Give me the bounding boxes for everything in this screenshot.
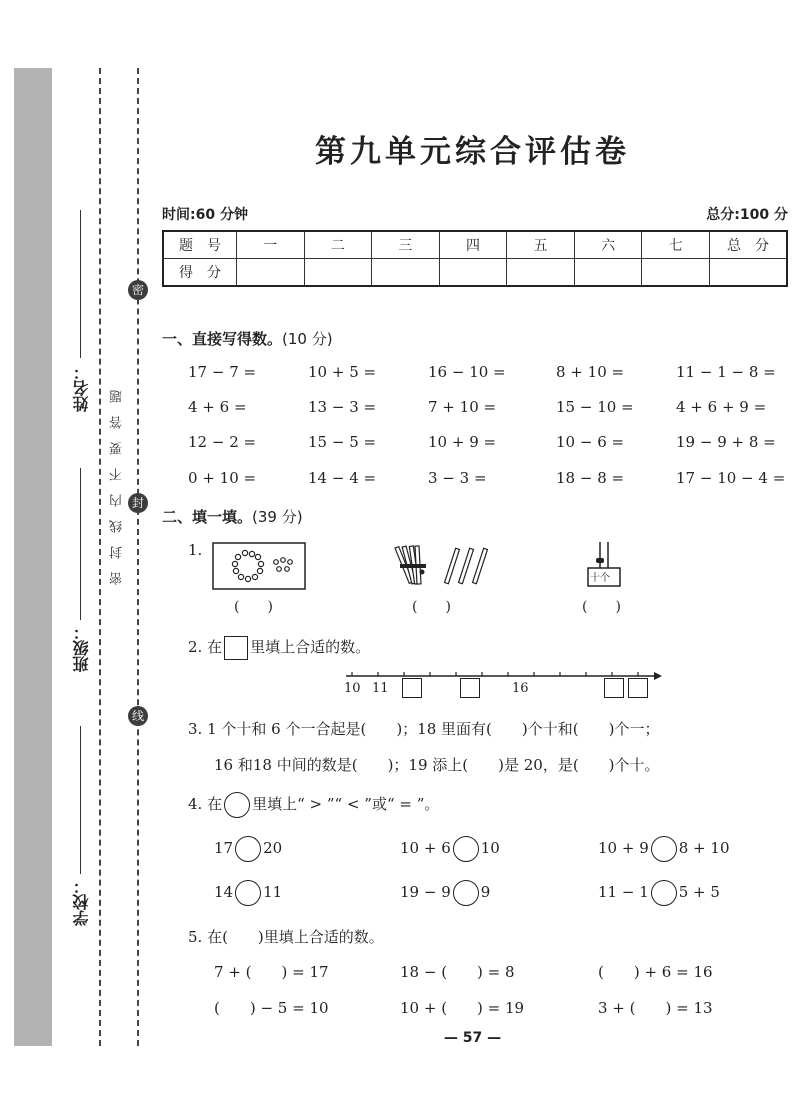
class-label: 班级： (72, 624, 91, 672)
equation: 7 + 10 = (428, 398, 497, 416)
number-line-label: 16 (512, 681, 529, 696)
score-header-cell: 五 (507, 231, 575, 259)
q4-suffix: 里填上“ > ”“ < ”或“ = ”。 (252, 795, 440, 813)
q3-line2: 16 和18 中间的数是( )；19 添上( )是 20，是( )个十。 (214, 756, 660, 774)
compare-left: 11 − 1 (598, 883, 649, 901)
score-header-cell: 七 (642, 231, 710, 259)
fill-equation: 10 + ( ) = 19 (400, 999, 525, 1017)
score-header-cell: 四 (439, 231, 507, 259)
number-line-answer-box[interactable] (604, 678, 624, 698)
score-cell[interactable] (710, 259, 788, 287)
number-line-label: 10 (344, 681, 361, 696)
score-header-cell: 三 (372, 231, 440, 259)
number-line-answer-box[interactable] (460, 678, 480, 698)
page-number: — 57 — (443, 1030, 502, 1046)
binding-strip (14, 68, 52, 1046)
score-cell[interactable] (574, 259, 642, 287)
time-info: 时间:60 分钟 (162, 207, 248, 223)
compare-answer-circle[interactable] (651, 836, 677, 862)
equation: 15 − 10 = (556, 398, 634, 416)
total-score-info: 总分:100 分 (706, 207, 788, 223)
score-header-cell: 六 (574, 231, 642, 259)
score-row-label: 得 分 (163, 259, 237, 287)
compare-right: 8 + 10 (678, 839, 730, 857)
section2-points: (39 分) (252, 508, 303, 526)
score-header-cell: 二 (304, 231, 372, 259)
seal-feng: 封 (128, 493, 148, 513)
equation: 17 − 10 − 4 = (676, 469, 786, 487)
equation: 13 − 3 = (308, 398, 377, 416)
score-cell[interactable] (439, 259, 507, 287)
q2-prefix: 2. 在 (188, 638, 223, 656)
school-label: 学校： (72, 878, 91, 926)
equation: 4 + 6 + 9 = (676, 398, 767, 416)
q5-instruction: 5. 在( )里填上合适的数。 (188, 928, 384, 946)
score-cell[interactable] (372, 259, 440, 287)
compare-left: 17 (214, 839, 234, 857)
q4-instruction (188, 792, 439, 818)
compare-item (214, 880, 282, 906)
compare-item (598, 880, 720, 906)
score-cell[interactable] (507, 259, 575, 287)
compare-left: 14 (214, 883, 234, 901)
fill-equation: 7 + ( ) = 17 (214, 963, 329, 981)
compare-item (214, 836, 282, 862)
equation: 10 + 9 = (428, 433, 497, 451)
compare-item (400, 880, 490, 906)
score-cell[interactable] (237, 259, 305, 287)
score-table-score-row (163, 259, 787, 287)
compare-left: 19 − 9 (400, 883, 451, 901)
compare-right: 9 (480, 883, 491, 901)
compare-item (598, 836, 730, 862)
cut-line-inner (137, 68, 139, 1046)
score-table (162, 230, 788, 287)
equation: 4 + 6 = (188, 398, 247, 416)
seal-mi: 密 (128, 280, 148, 300)
name-write-line (80, 210, 81, 358)
q2-suffix: 里填上合适的数。 (250, 638, 371, 656)
sticks-bundle-figure (388, 542, 498, 590)
equation: 0 + 10 = (188, 469, 257, 487)
compare-left: 10 + 9 (598, 839, 649, 857)
cut-line-outer (99, 68, 101, 1046)
equation: 11 − 1 − 8 = (676, 363, 776, 381)
equation: 14 − 4 = (308, 469, 377, 487)
compare-answer-circle[interactable] (235, 836, 261, 862)
q4-prefix: 4. 在 (188, 795, 223, 813)
section2-heading (162, 506, 303, 527)
name-label: 姓名： (72, 364, 91, 412)
abacus-label: 十个 (590, 573, 610, 584)
section1-title: 一、直接写得数。 (162, 330, 283, 348)
compare-answer-circle[interactable] (453, 836, 479, 862)
equation: 10 − 6 = (556, 433, 625, 451)
number-line-answer-box[interactable] (402, 678, 422, 698)
section2-title: 二、填一填。 (162, 508, 253, 526)
equation: 16 − 10 = (428, 363, 506, 381)
score-cell[interactable] (642, 259, 710, 287)
equation: 12 − 2 = (188, 433, 257, 451)
q2-instruction (188, 636, 370, 660)
binding-note: 密封线内不要答题 (110, 377, 125, 585)
number-line-answer-box[interactable] (628, 678, 648, 698)
equation: 19 − 9 + 8 = (676, 433, 776, 451)
page-title: 第九单元综合评估卷 (315, 134, 630, 170)
compare-right: 10 (480, 839, 500, 857)
score-header-cell: 一 (237, 231, 305, 259)
score-header-cell: 总 分 (710, 231, 788, 259)
equation: 8 + 10 = (556, 363, 625, 381)
compare-answer-circle[interactable] (235, 880, 261, 906)
equation: 3 − 3 = (428, 469, 487, 487)
equation: 15 − 5 = (308, 433, 377, 451)
seal-xian: 线 (128, 706, 148, 726)
beads-counting-figure (212, 542, 306, 590)
compare-answer-circle[interactable] (453, 880, 479, 906)
equation: 17 − 7 = (188, 363, 257, 381)
school-write-line (80, 726, 81, 874)
square-box-icon (224, 636, 248, 660)
equation: 10 + 5 = (308, 363, 377, 381)
fill-equation: ( ) + 6 = 16 (598, 963, 713, 981)
q3-line1: 3. 1 个十和 6 个一合起是( )；18 里面有( )个十和( )个一； (188, 720, 660, 738)
fill-equation: 3 + ( ) = 13 (598, 999, 713, 1017)
compare-right: 11 (263, 883, 283, 901)
compare-left: 10 + 6 (400, 839, 451, 857)
circle-icon (224, 792, 250, 818)
compare-item (400, 836, 500, 862)
q1-answer-blank[interactable]: ( ) (582, 599, 621, 615)
score-cell[interactable] (304, 259, 372, 287)
q1-number: 1. (188, 541, 203, 559)
q1-answer-blank[interactable]: ( ) (234, 599, 273, 615)
class-write-line (80, 468, 81, 620)
compare-right: 20 (263, 839, 283, 857)
compare-answer-circle[interactable] (651, 880, 677, 906)
compare-right: 5 + 5 (678, 883, 720, 901)
section1-heading (162, 328, 333, 349)
q1-answer-blank[interactable]: ( ) (412, 599, 451, 615)
section1-points: (10 分) (282, 330, 333, 348)
number-line-label: 11 (372, 681, 389, 696)
equation: 18 − 8 = (556, 469, 625, 487)
fill-equation: ( ) − 5 = 10 (214, 999, 329, 1017)
fill-equation: 18 − ( ) = 8 (400, 963, 515, 981)
score-header-cell: 题 号 (163, 231, 237, 259)
score-table-header-row (163, 231, 787, 259)
